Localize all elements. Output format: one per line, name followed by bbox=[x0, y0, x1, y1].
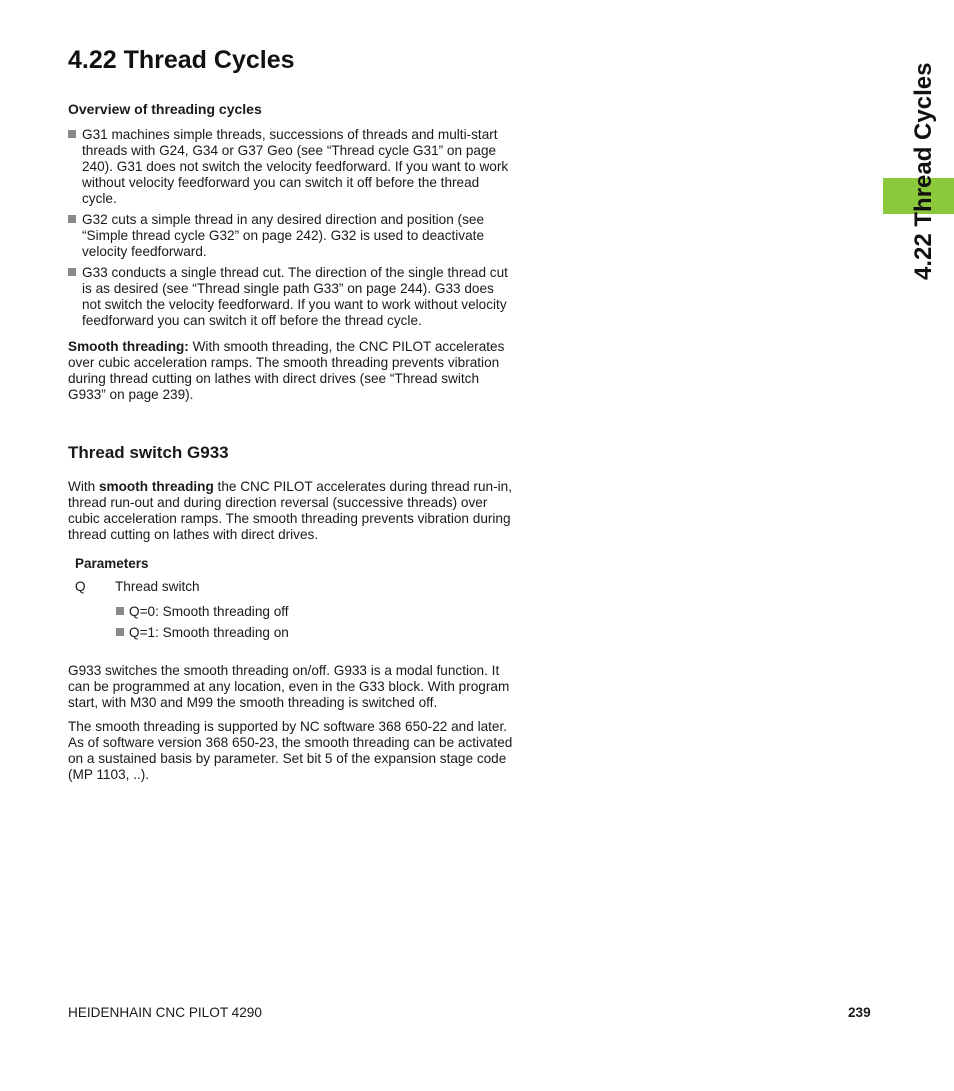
square-bullet-icon bbox=[68, 215, 76, 223]
paragraph: G933 switches the smooth threading on/off. G933 is a modal function. It can be programmed at any location, even in the G33 block. With program start, with M30 and M99 the smooth threading is switched off. bbox=[68, 663, 510, 710]
option-text: Q=1: Smooth threading on bbox=[129, 625, 289, 640]
page-title: 4.22 Thread Cycles bbox=[68, 46, 295, 74]
intro-text: With bbox=[68, 479, 99, 494]
list-item-text: G33 conducts a single thread cut. The direction of the single thread cut is as desired (see “Thread single path G33” on page 244). G33 does not switch the velocity feedforward. If you want to work without velocity feedforward you can switch it off before the thread cycle. bbox=[82, 265, 508, 328]
square-bullet-icon bbox=[68, 268, 76, 276]
section-heading: Thread switch G933 bbox=[68, 443, 229, 462]
parameter-options bbox=[116, 604, 289, 646]
smooth-threading-label: Smooth threading: bbox=[68, 339, 189, 354]
overview-section bbox=[68, 127, 513, 411]
square-bullet-icon bbox=[116, 628, 124, 636]
intro-paragraph bbox=[68, 479, 513, 543]
paragraph: The smooth threading is supported by NC software 368 650-22 and later. As of software version 368 650-23, the smooth threading can be activated on a sustained basis by parameter. Set bit 5 of the expansion stage code (MP 1103, ..). bbox=[68, 719, 513, 782]
smooth-threading-text: With smooth threading, the CNC PILOT accelerates over cubic acceleration ramps. The smooth threading prevents vibration during thread cutting on lathes with direct drives (see “Thread switch G933” on page 239). bbox=[68, 339, 505, 402]
overview-heading: Overview of threading cycles bbox=[68, 101, 262, 117]
parameter-row bbox=[75, 579, 200, 594]
option-text: Q=0: Smooth threading off bbox=[129, 604, 289, 619]
page-number: 239 bbox=[848, 1005, 871, 1020]
list-item bbox=[116, 625, 289, 641]
list-item bbox=[68, 265, 513, 329]
intro-bold-text: smooth threading bbox=[98, 479, 214, 494]
square-bullet-icon bbox=[68, 130, 76, 138]
parameters-heading: Parameters bbox=[75, 556, 149, 571]
list-item bbox=[116, 604, 289, 620]
smooth-threading-paragraph bbox=[68, 339, 513, 403]
parameter-name: Q bbox=[75, 579, 86, 594]
square-bullet-icon bbox=[116, 607, 124, 615]
footer-product: HEIDENHAIN CNC PILOT 4290 bbox=[68, 1005, 262, 1020]
list-item bbox=[68, 212, 513, 260]
list-item-text: G32 cuts a simple thread in any desired direction and position (see “Simple thread cycle G32” on page 242). G32 is used to deactivate velocity feedforward. bbox=[82, 212, 484, 259]
intro-text-rest: the CNC PILOT accelerates during thread run-in, thread run-out and during direction reversal (successive threads) over cubic acceleration ramps. The smooth threading prevents vibration during thread cutting on lathes with direct drives. bbox=[68, 479, 512, 542]
list-item bbox=[68, 127, 513, 207]
list-item-text: G31 machines simple threads, successions of threads and multi-start threads with G24, G34 or G37 Geo (see “Thread cycle G31” on page 240). G31 does not switch the velocity feedforward. If you want to work without velocity feedforward you can switch it off before the thread cycle. bbox=[82, 127, 509, 206]
parameter-description: Thread switch bbox=[115, 579, 200, 594]
body-text bbox=[68, 663, 513, 791]
side-chapter-label: 4.22 Thread Cycles bbox=[910, 62, 937, 280]
